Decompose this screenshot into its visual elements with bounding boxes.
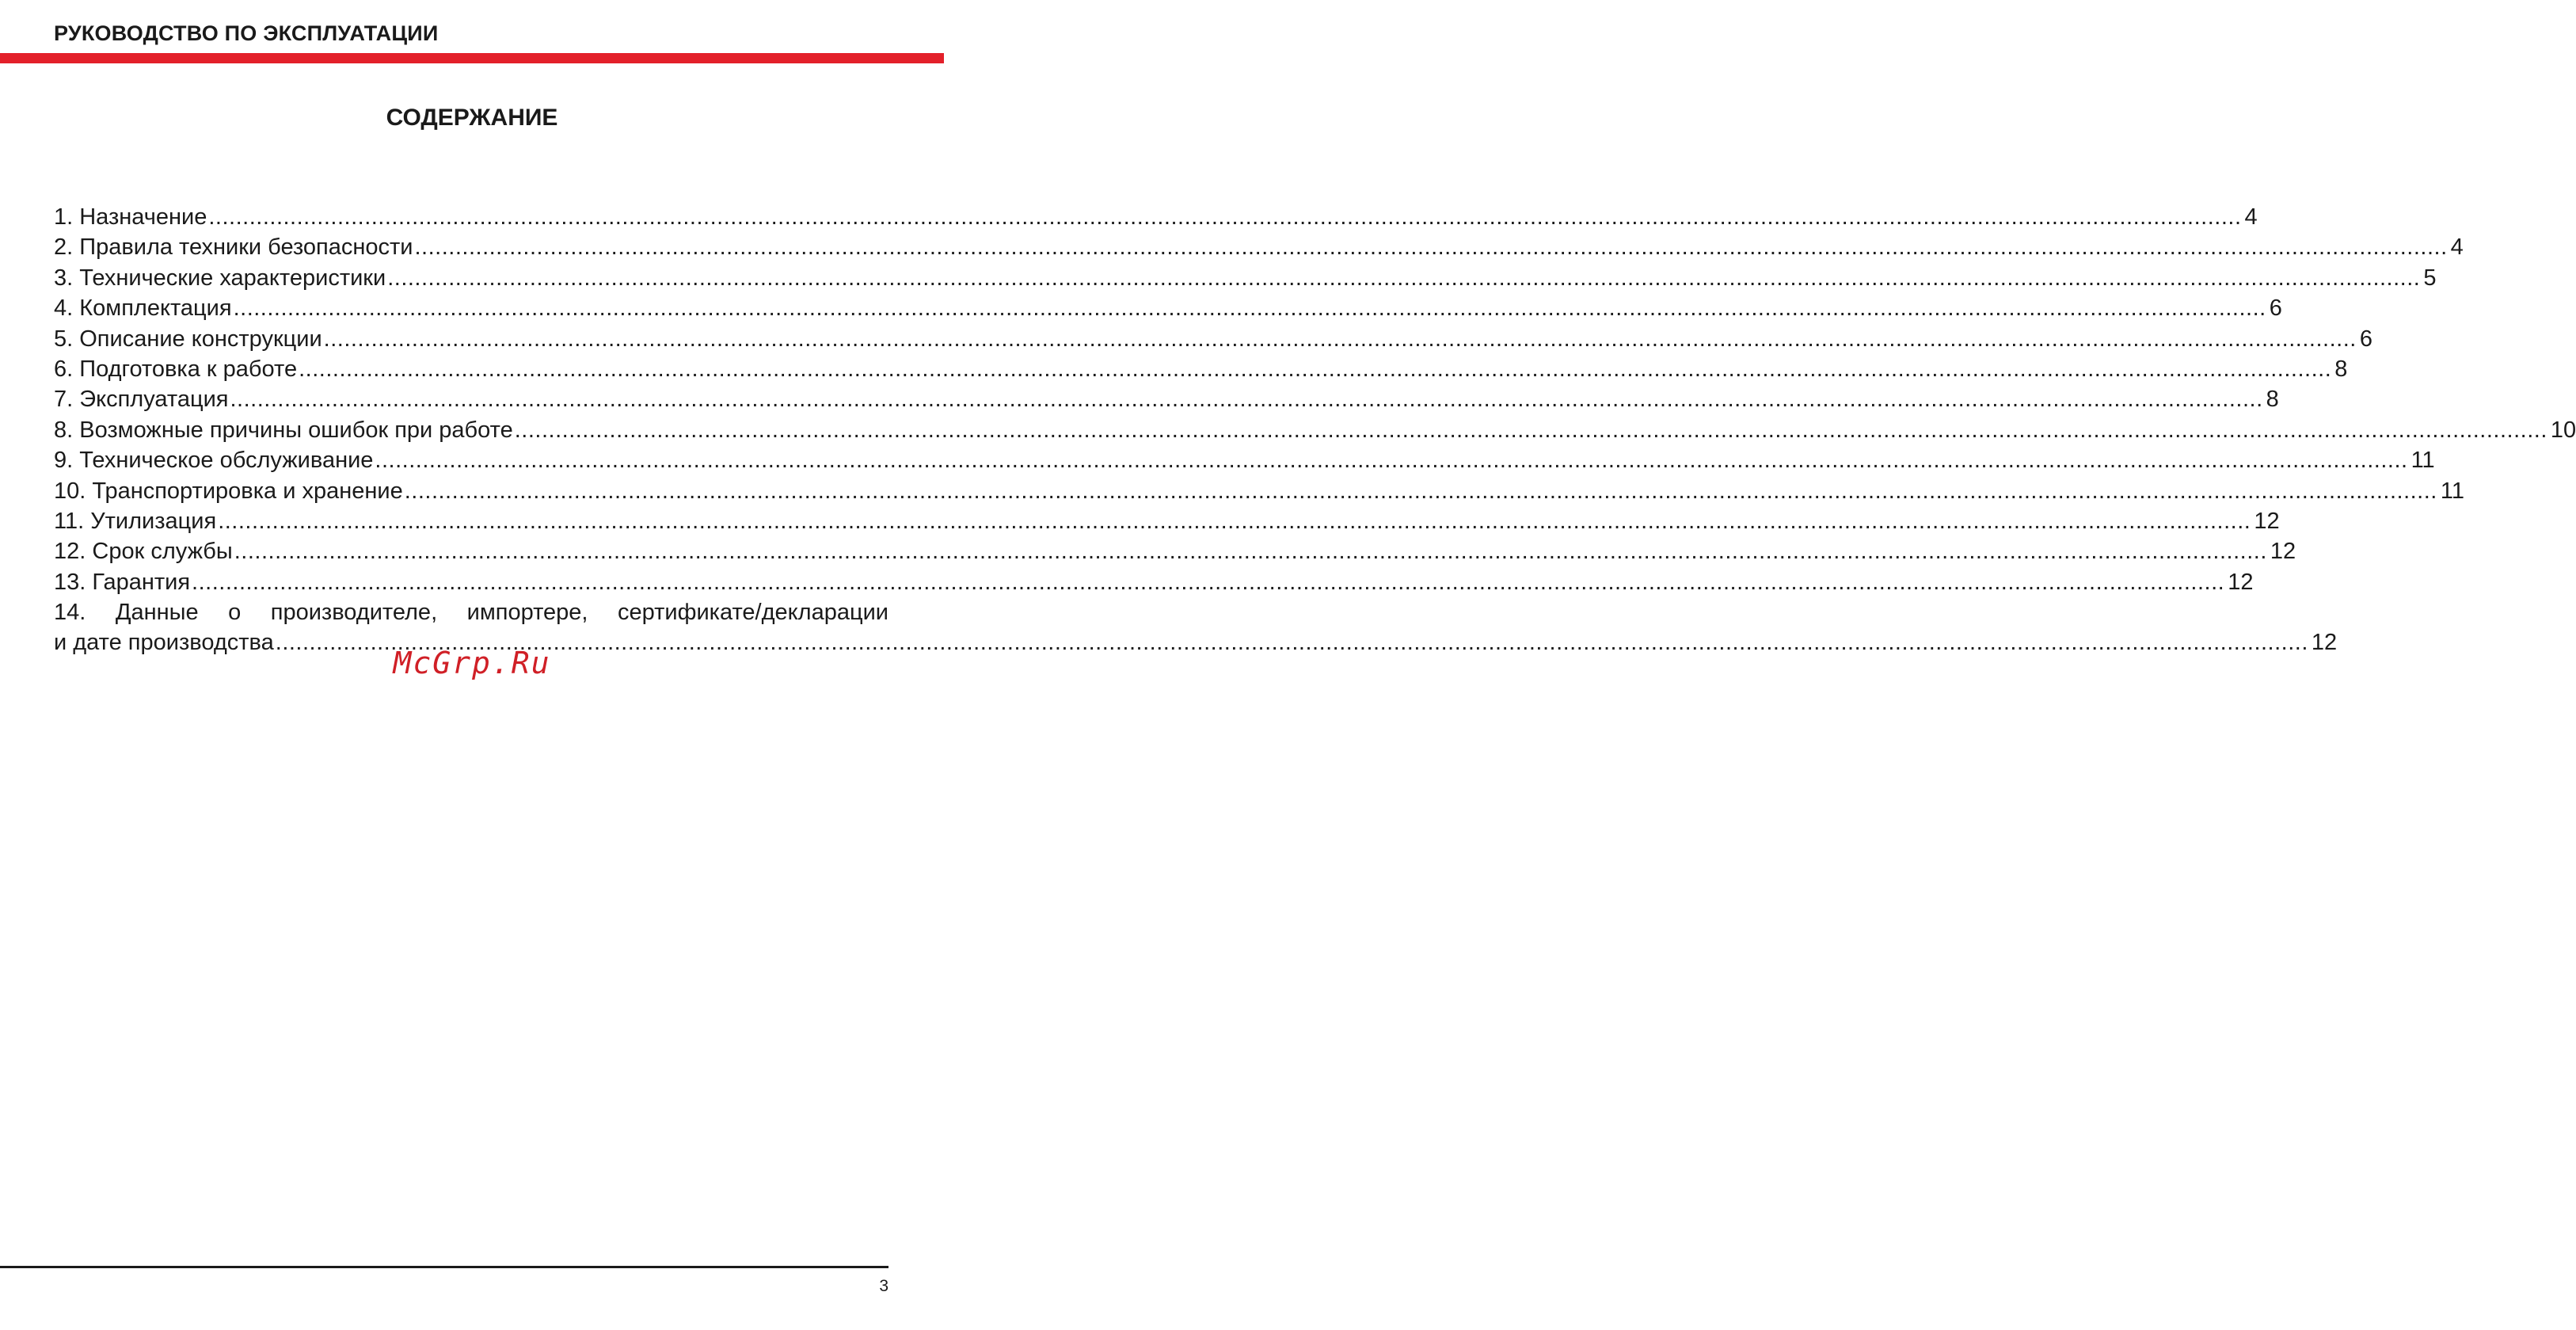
toc-item-14-line1[interactable]: 14. Данные о производителе, импортере, сертификате/декларации bbox=[54, 600, 888, 626]
document-header-title: РУКОВОДСТВО ПО ЭКСПЛУАТАЦИИ bbox=[54, 21, 439, 45]
toc-item-13[interactable] bbox=[54, 567, 2254, 597]
toc-item-page: 8 bbox=[2266, 387, 2279, 413]
toc-item-page: 12 bbox=[2270, 539, 2296, 565]
toc-leader-dots: ............................................................................................................................................................................................................................................................................................................ bbox=[323, 326, 2357, 352]
toc-item-7[interactable] bbox=[54, 384, 2279, 414]
toc-item-page: 6 bbox=[2359, 326, 2372, 352]
toc-item-title: 11. Утилизация bbox=[54, 508, 217, 534]
toc-item-10[interactable] bbox=[54, 476, 2464, 506]
toc-item-page: 4 bbox=[2450, 234, 2464, 261]
header-red-rule bbox=[0, 53, 944, 63]
toc-leader-dots: ............................................................................................................................................................................................................................................................................................................ bbox=[375, 448, 2408, 474]
watermark-text: McGrp.Ru bbox=[393, 646, 551, 680]
toc-leader-dots: ............................................................................................................................................................................................................................................................................................................ bbox=[208, 204, 2242, 230]
toc-item-title: 6. Подготовка к работе bbox=[54, 356, 298, 382]
toc-item-page: 10 bbox=[2550, 417, 2576, 443]
toc-leader-dots: ............................................................................................................................................................................................................................................................................................................ bbox=[404, 478, 2437, 504]
toc-item-title: 12. Срок службы bbox=[54, 539, 233, 565]
toc-item-page: 12 bbox=[2311, 630, 2338, 656]
footer-rule bbox=[0, 1266, 888, 1268]
toc-leader-dots: ............................................................................................................................................................................................................................................................................................................ bbox=[514, 417, 2547, 443]
toc-item-2[interactable] bbox=[54, 232, 2464, 262]
toc-item-title: 3. Технические характеристики bbox=[54, 265, 386, 291]
toc-item-1[interactable] bbox=[54, 202, 2258, 232]
toc-item-4[interactable] bbox=[54, 293, 2282, 323]
toc-item-title: 8. Возможные причины ошибок при работе bbox=[54, 417, 513, 443]
toc-item-page: 6 bbox=[2269, 295, 2282, 322]
toc-item-title: 13. Гарантия bbox=[54, 569, 191, 595]
toc-item-title: 2. Правила техники безопасности bbox=[54, 234, 413, 261]
toc-leader-dots: ............................................................................................................................................................................................................................................................................................................ bbox=[230, 387, 2263, 413]
toc-item-title: 7. Эксплуатация bbox=[54, 387, 229, 413]
toc-item-title: 9. Техническое обслуживание bbox=[54, 448, 374, 474]
toc-item-12[interactable] bbox=[54, 536, 2296, 566]
toc-item-title: и дате производства bbox=[54, 630, 274, 656]
toc-item-page: 5 bbox=[2423, 265, 2437, 291]
toc-leader-dots: ............................................................................................................................................................................................................................................................................................................ bbox=[218, 508, 2251, 534]
contents-heading: СОДЕРЖАНИЕ bbox=[386, 105, 558, 131]
toc-item-page: 4 bbox=[2244, 204, 2258, 230]
toc-item-8[interactable] bbox=[54, 415, 2576, 445]
toc-item-title: 4. Комплектация bbox=[54, 295, 232, 322]
toc-item-5[interactable] bbox=[54, 324, 2372, 354]
toc-item-6[interactable] bbox=[54, 354, 2348, 384]
toc-item-title: 5. Описание конструкции bbox=[54, 326, 322, 352]
page-number: 3 bbox=[879, 1277, 888, 1295]
table-of-contents bbox=[54, 202, 2576, 658]
toc-item-11[interactable] bbox=[54, 506, 2280, 536]
toc-item-title: 1. Назначение bbox=[54, 204, 207, 230]
toc-leader-dots: ............................................................................................................................................................................................................................................................................................................ bbox=[299, 356, 2332, 382]
toc-item-page: 8 bbox=[2334, 356, 2348, 382]
toc-item-page: 11 bbox=[2440, 478, 2464, 504]
toc-item-9[interactable] bbox=[54, 445, 2435, 475]
toc-leader-dots: ............................................................................................................................................................................................................................................................................................................ bbox=[233, 295, 2266, 322]
toc-item-page: 12 bbox=[2254, 508, 2280, 534]
toc-leader-dots: ............................................................................................................................................................................................................................................................................................................ bbox=[275, 630, 2308, 656]
toc-item-page: 12 bbox=[2228, 569, 2254, 595]
toc-item-page: 11 bbox=[2410, 448, 2435, 474]
toc-leader-dots: ............................................................................................................................................................................................................................................................................................................ bbox=[234, 539, 2267, 565]
toc-item-3[interactable] bbox=[54, 263, 2437, 293]
toc-item-title: 10. Транспортировка и хранение bbox=[54, 478, 403, 504]
toc-leader-dots: ............................................................................................................................................................................................................................................................................................................ bbox=[192, 569, 2225, 595]
toc-leader-dots: ............................................................................................................................................................................................................................................................................................................ bbox=[414, 234, 2448, 261]
toc-leader-dots: ............................................................................................................................................................................................................................................................................................................ bbox=[387, 265, 2421, 291]
